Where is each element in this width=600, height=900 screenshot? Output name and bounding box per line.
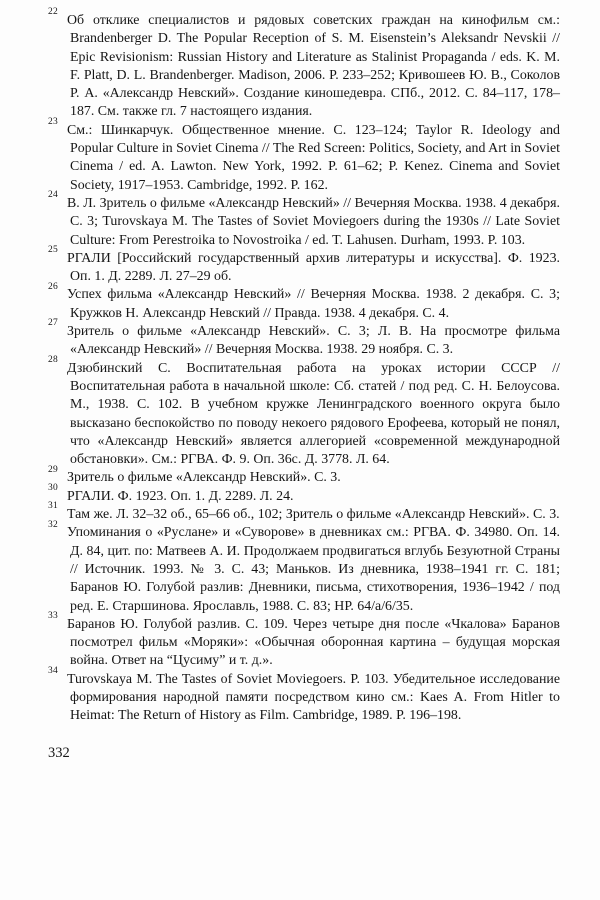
footnote-text: Turovskaya M. The Tastes of Soviet Moviegoers. P. 103. Убедительное исследование формирования народной памяти посредством кино см.: Kaes A. From Hitler to Heimat: The Return of History as Film. Cambridge, 1989. P. 196–198.	[67, 671, 560, 724]
footnote-text: Там же. Л. 32–32 об., 65–66 об., 102; Зритель о фильме «Александр Невский». С. 3.	[67, 507, 560, 523]
footnote-text: Зритель о фильме «Александр Невский». С. 3.	[67, 470, 341, 486]
footnote: $^{34}$Turovskaya M. The Tastes of Soviet Moviegoers. P. 103. Убедительное исследование формирования народной памяти посредством кино см.: Kaes A. From Hitler to Heimat: The Return of History as Film. Cambridge, 1989. P. 196–198.	[48, 666, 560, 724]
footnote-text: См.: Шинкарчук. Общественное мнение. С. 123–124; Taylor R. Ideology and Popular Culture in Soviet Cinema // The Red Screen: Politics, Society, and Art in Soviet Cinema / ed. A. Lawton. New York, 1992. P. 61–62; P. Kenez. Cinema and Soviet Society, 1917–1953. Cambridge, 1992. P. 162.	[67, 122, 560, 193]
footnote: $^{33}$Баранов Ю. Голубой разлив. С. 109. Через четыре дня после «Чкалова» Баранов посмотрел фильм «Моряки»: «Обычная оборонная картина – будущая морская война. Ответ на “Цусиму” и т. д.».	[48, 611, 560, 669]
footnote: $^{23}$См.: Шинкарчук. Общественное мнение. С. 123–124; Taylor R. Ideology and Popular Culture in Soviet Cinema // The Red Screen: Politics, Society, and Art in Soviet Cinema / ed. A. Lawton. New York, 1992. P. 61–62; P. Kenez. Cinema and Soviet Society, 1917–1953. Cambridge, 1992. P. 162.	[48, 117, 560, 193]
footnote-text: Упоминания о «Руслане» и «Суворове» в дневниках см.: РГВА. Ф. 34980. Оп. 14. Д. 84, цит. по: Матвеев А. И. Продолжаем продвигаться вглубь Безуютной Страны // Источник. 1993. № 3. С. 43; Маньков. Из дневника, 1938–1941 гг. С. 181; Баранов Ю. Голубой разлив: Дневники, письма, стихотворения, 1936–1942 / под ред. Е. Старшинова. Ярославль, 1988. С. 83; НР. 64/а/6/35.	[67, 525, 560, 614]
footnote: $^{26}$Успех фильма «Александр Невский» // Вечерняя Москва. 1938. 2 декабря. С. 3; Кружков Н. Александр Невский // Правда. 1938. 4 декабря. С. 4.	[48, 281, 560, 321]
footnote-text: Дзюбинский С. Воспитательная работа на уроках истории СССР // Воспитательная работа в начальной школе: Сб. статей / под ред. С. Н. Белоусова. М., 1938. С. 102. В учебном кружке Ленинградского военного округа было высказано беспокойство по поводу некоего рядового Ерофеева, который не понял, что «Александр Невский» является аллегорией «современной международной обстановки». См.: РГВА. Ф. 9. Оп. 36с. Д. 3778. Л. 64.	[67, 360, 560, 468]
footnote: $^{24}$В. Л. Зритель о фильме «Александр Невский» // Вечерняя Москва. 1938. 4 декабря. С. 3; Turovskaya M. The Tastes of Soviet Moviegoers during the 1930s // Late Soviet Culture: From Perestroika to Novostroika / ed. T. Lahusen. Durham, 1993. P. 103.	[48, 190, 560, 248]
footnote-text: В. Л. Зритель о фильме «Александр Невский» // Вечерняя Москва. 1938. 4 декабря. С. 3; Turovskaya M. The Tastes of Soviet Moviegoers during the 1930s // Late Soviet Culture: From Perestroika to Novostroika / ed. T. Lahusen. Durham, 1993. P. 103.	[67, 195, 560, 248]
footnote-text: Баранов Ю. Голубой разлив. С. 109. Через четыре дня после «Чкалова» Баранов посмотрел фильм «Моряки»: «Обычная оборонная картина – будущая морская война. Ответ на “Цусиму” и т. д.».	[67, 616, 560, 669]
footnote-text: Зритель о фильме «Александр Невский». С. 3; Л. В. На просмотре фильма «Александр Невский» // Вечерняя Москва. 1938. 29 ноября. С. 3.	[67, 324, 560, 358]
page-number: 332	[48, 744, 70, 761]
footnote-text: РГАЛИ. Ф. 1923. Оп. 1. Д. 2289. Л. 24.	[67, 488, 294, 504]
footnote: $^{29}$Зритель о фильме «Александр Невский». С. 3.	[48, 464, 341, 486]
footnote-text: Успех фильма «Александр Невский» // Вечерняя Москва. 1938. 2 декабря. С. 3; Кружков Н. Александр Невский // Правда. 1938. 4 декабря. С. 4.	[67, 287, 560, 321]
footnote: $^{22}$Об отклике специалистов и рядовых советских граждан на кинофильм см.: Brandenberger D. The Popular Reception of S. M. Eisenstein’s Aleksandr Nevskii // Epic Revisionism: Russian History and Literature as Stalinist Propaganda / eds. K. M. F. Platt, D. L. Brandenberger. Madison, 2006. P. 233–252; Кривошеев Ю. В., Соколов Р. А. «Александр Невский». Создание киношедевра. СПб., 2012. С. 84–117, 178–187. См. также гл. 7 настоящего издания.	[48, 7, 560, 120]
footnote: $^{32}$Упоминания о «Руслане» и «Суворове» в дневниках см.: РГВА. Ф. 34980. Оп. 14. Д. 84, цит. по: Матвеев А. И. Продолжаем продвигаться вглубь Безуютной Страны // Источник. 1993. № 3. С. 43; Маньков. Из дневника, 1938–1941 гг. С. 181; Баранов Ю. Голубой разлив: Дневники, письма, стихотворения, 1936–1942 / под ред. Е. Старшинова. Ярославль, 1988. С. 83; НР. 64/а/6/35.	[48, 519, 560, 614]
endnotes-block	[48, 7, 560, 726]
footnote: $^{31}$Там же. Л. 32–32 об., 65–66 об., 102; Зритель о фильме «Александр Невский». С. 3.	[48, 501, 560, 523]
footnote: $^{25}$РГАЛИ [Российский государственный архив литературы и искусства]. Ф. 1923. Оп. 1. Д. 2289. Л. 27–29 об.	[48, 245, 560, 285]
footnote-text: Об отклике специалистов и рядовых советских граждан на кинофильм см.: Brandenberger D. The Popular Reception of S. M. Eisenstein’s Aleksandr Nevskii // Epic Revisionism: Russian History and Literature as Stalinist Propaganda / eds. K. M. F. Platt, D. L. Brandenberger. Madison, 2006. P. 233–252; Кривошеев Ю. В., Соколов Р. А. «Александр Невский». Создание киношедевра. СПб., 2012. С. 84–117, 178–187. См. также гл. 7 настоящего издания.	[67, 13, 560, 120]
footnote: $^{28}$Дзюбинский С. Воспитательная работа на уроках истории СССР // Воспитательная работа в начальной школе: Сб. статей / под ред. С. Н. Белоусова. М., 1938. С. 102. В учебном кружке Ленинградского военного округа было высказано беспокойство по поводу некоего рядового Ерофеева, который не понял, что «Александр Невский» является аллегорией «современной международной обстановки». См.: РГВА. Ф. 9. Оп. 36с. Д. 3778. Л. 64.	[48, 355, 560, 468]
footnote: $^{30}$РГАЛИ. Ф. 1923. Оп. 1. Д. 2289. Л. 24.	[48, 483, 294, 504]
footnote-text: РГАЛИ [Российский государственный архив литературы и искусства]. Ф. 1923. Оп. 1. Д. 2289. Л. 27–29 об.	[67, 250, 560, 285]
footnote: $^{27}$Зритель о фильме «Александр Невский». С. 3; Л. В. На просмотре фильма «Александр Невский» // Вечерняя Москва. 1938. 29 ноября. С. 3.	[48, 318, 560, 358]
